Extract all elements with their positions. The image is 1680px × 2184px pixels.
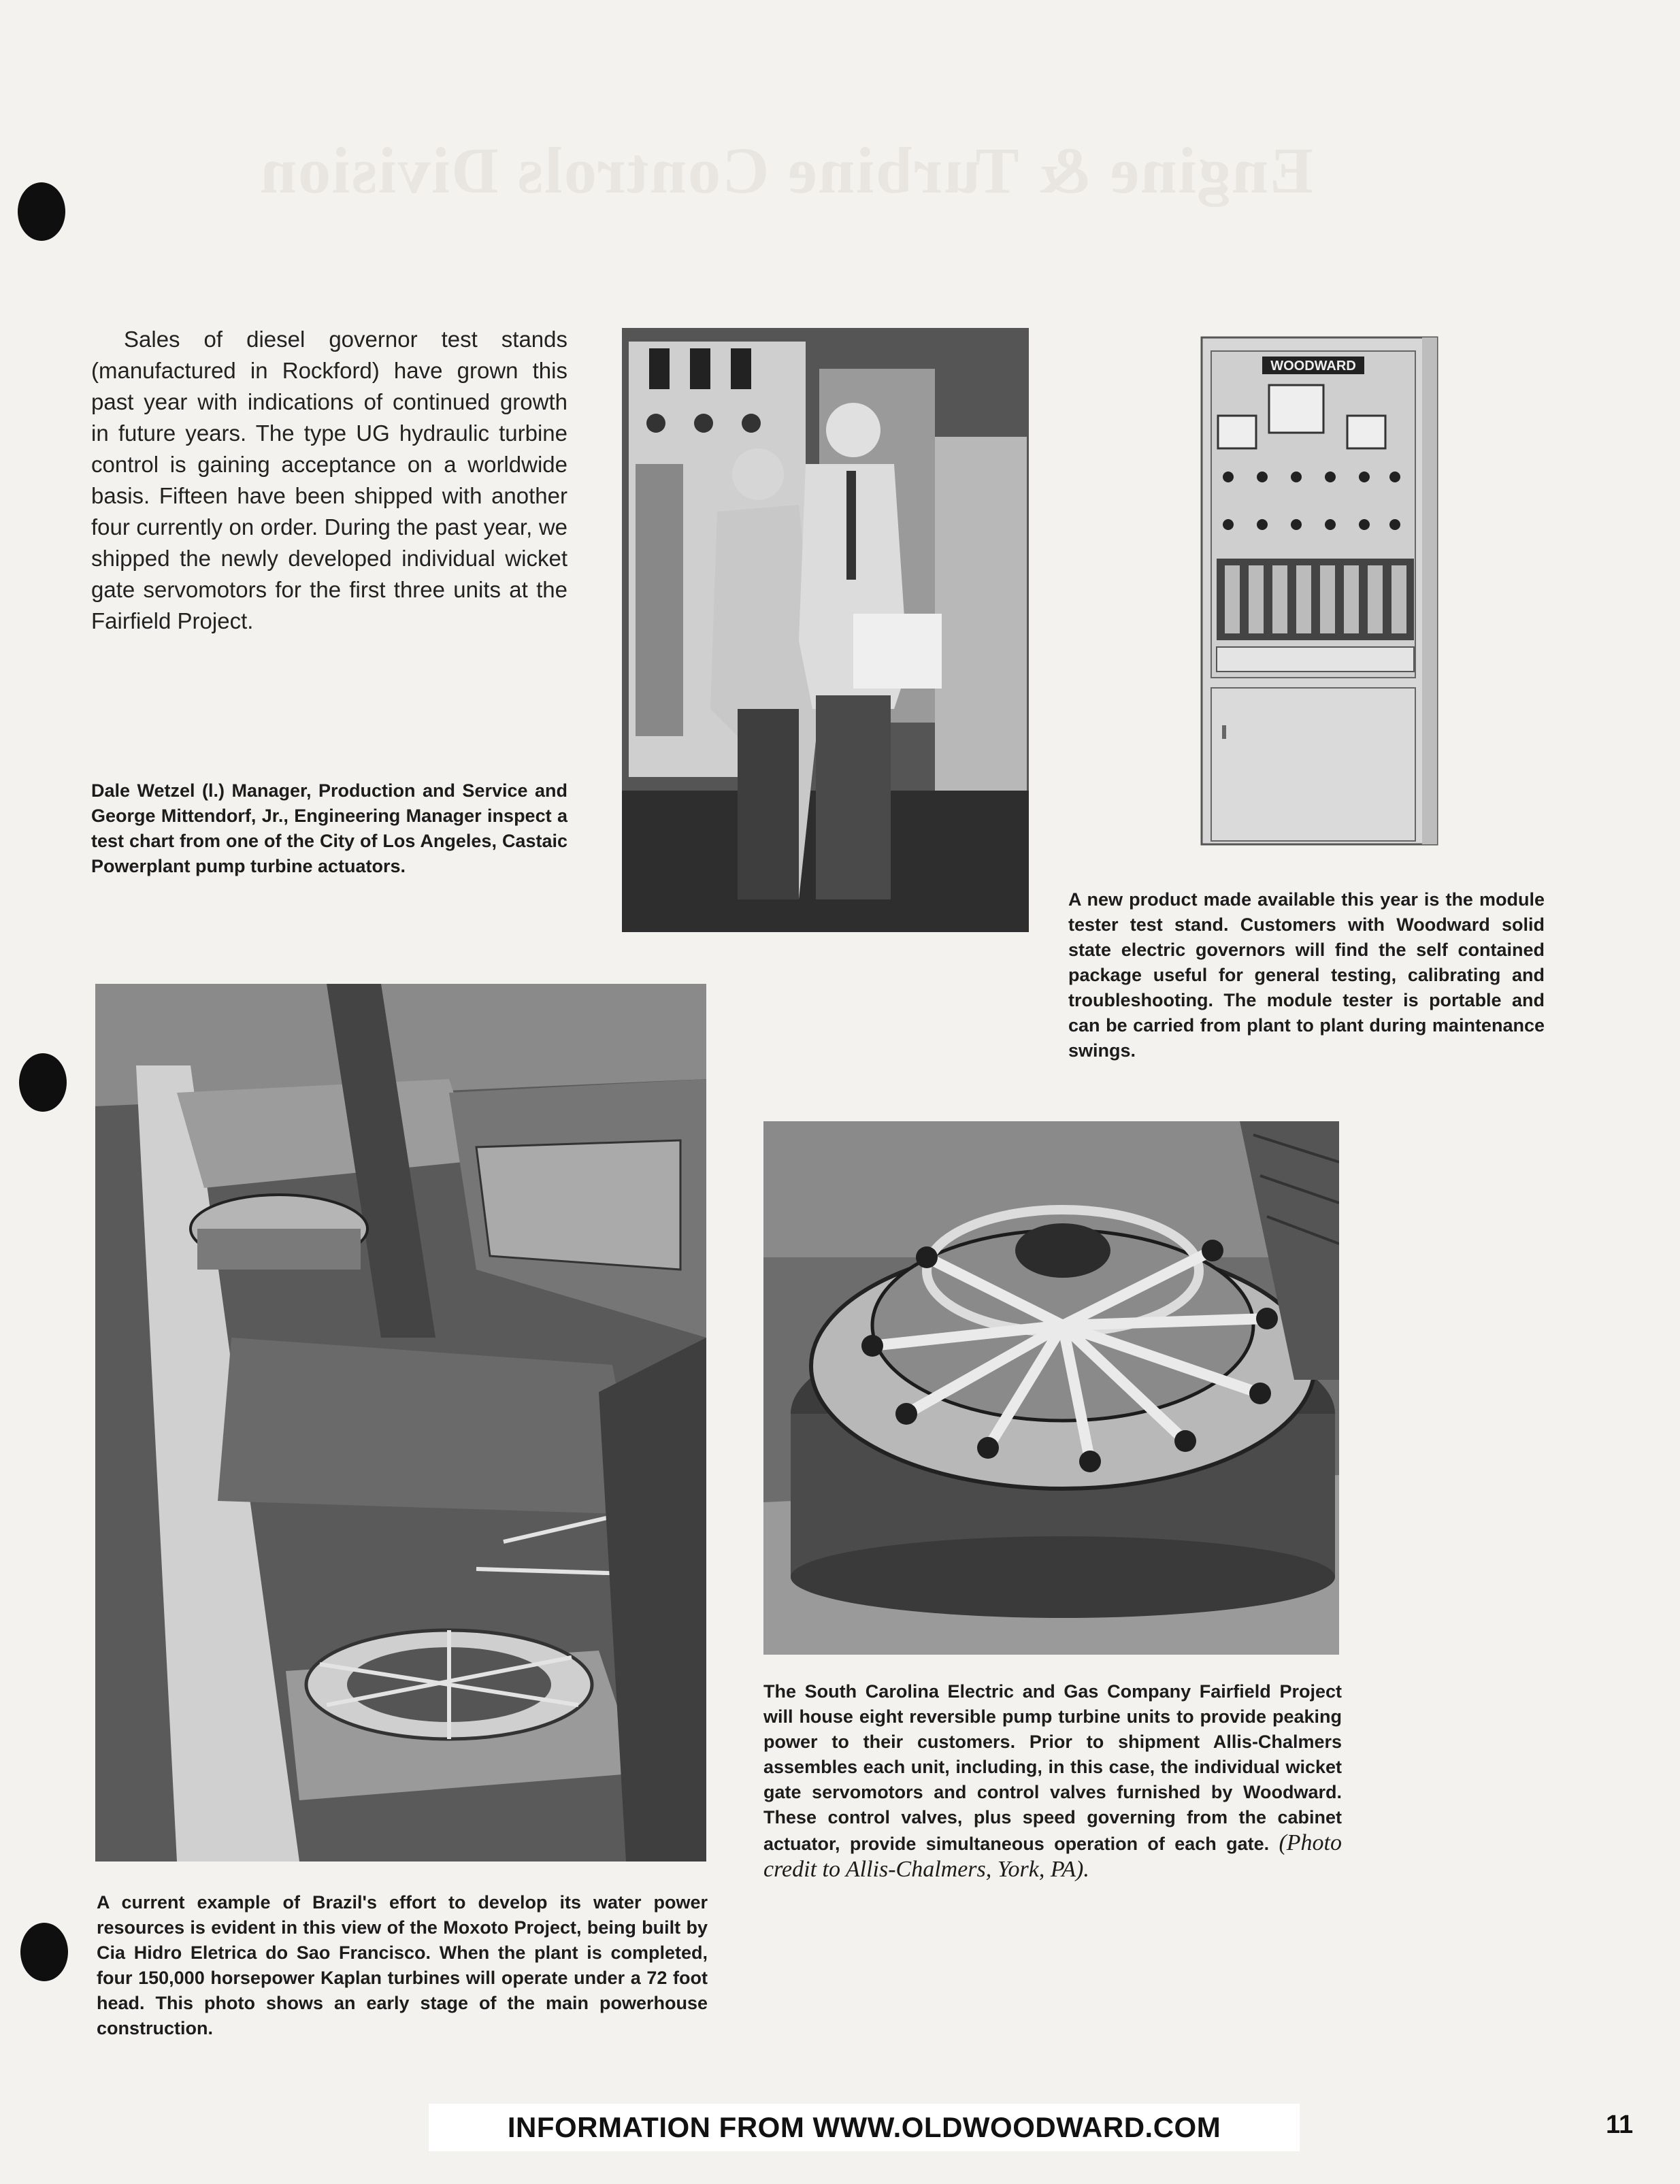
photo-inspection [622, 328, 1029, 932]
photo-moxoto-construction [95, 984, 706, 1862]
caption-fairfield-text: The South Carolina Electric and Gas Company Fairfield Project will house eight reversible pump turbine units to provide peaking power to their customers. Prior to shipment Allis-Chalmers assembles each unit, including, in this case, the individual wicket gate servomotors and control valves furnished by Woodward. These control valves, plus speed governing from the cabinet actuator, provide simultaneous operation of each gate. [763, 1681, 1342, 1854]
intro-paragraph: Sales of diesel governor test stands (manufactured in Rockford) have grown this past year with indications of continued growth in future years. The type UG hydraulic turbine control is gaining acceptance on a worldwide basis. Fifteen have been shipped with another four currently on order. During the past year, we shipped the newly developed individual wicket gate servomotors for the first three units at the Fairfield Project. [91, 327, 567, 633]
photo-module-tester [1198, 331, 1445, 855]
caption-fairfield [763, 1679, 1342, 1883]
photo-credit: (Photo credit to Allis-Chalmers, York, PA). [763, 1830, 1342, 1882]
caption-moxoto: A current example of Brazil's effort to develop its water power resources is evident in this view of the Moxoto Project, being built by Cia Hidro Eletrica do Sao Francisco. When the plant is completed, four 150,000 horsepower Kaplan turbines will operate under a 72 foot head. This photo shows an early stage of the main powerhouse construction. [97, 1892, 708, 2038]
caption-inspection: Dale Wetzel (l.) Manager, Production and Service and George Mittendorf, Jr., Engineering Manager inspect a test chart from one of the City of Los Angeles, Castaic Powerplant pump turbine actuators. [91, 780, 567, 876]
footer-website-banner: INFORMATION FROM WWW.OLDWOODWARD.COM [429, 2104, 1300, 2151]
photo-fairfield-turbine [763, 1121, 1339, 1655]
bleed-through-heading: Engine & Turbine Controls Division [259, 134, 1313, 207]
punch-hole-top [18, 182, 65, 241]
punch-hole-middle [19, 1053, 67, 1112]
punch-hole-bottom [20, 1923, 68, 1981]
page-number: 11 [1606, 2111, 1634, 2139]
caption-module-tester: A new product made available this year is the module tester test stand. Customers with Woodward solid state electric governors will find the self contained package useful for general testing, calibrating and troubleshooting. The module tester is portable and can be carried from plant to plant during maintenance swings. [1068, 889, 1545, 1061]
cabinet-brand-label: WOODWARD [1270, 359, 1356, 374]
